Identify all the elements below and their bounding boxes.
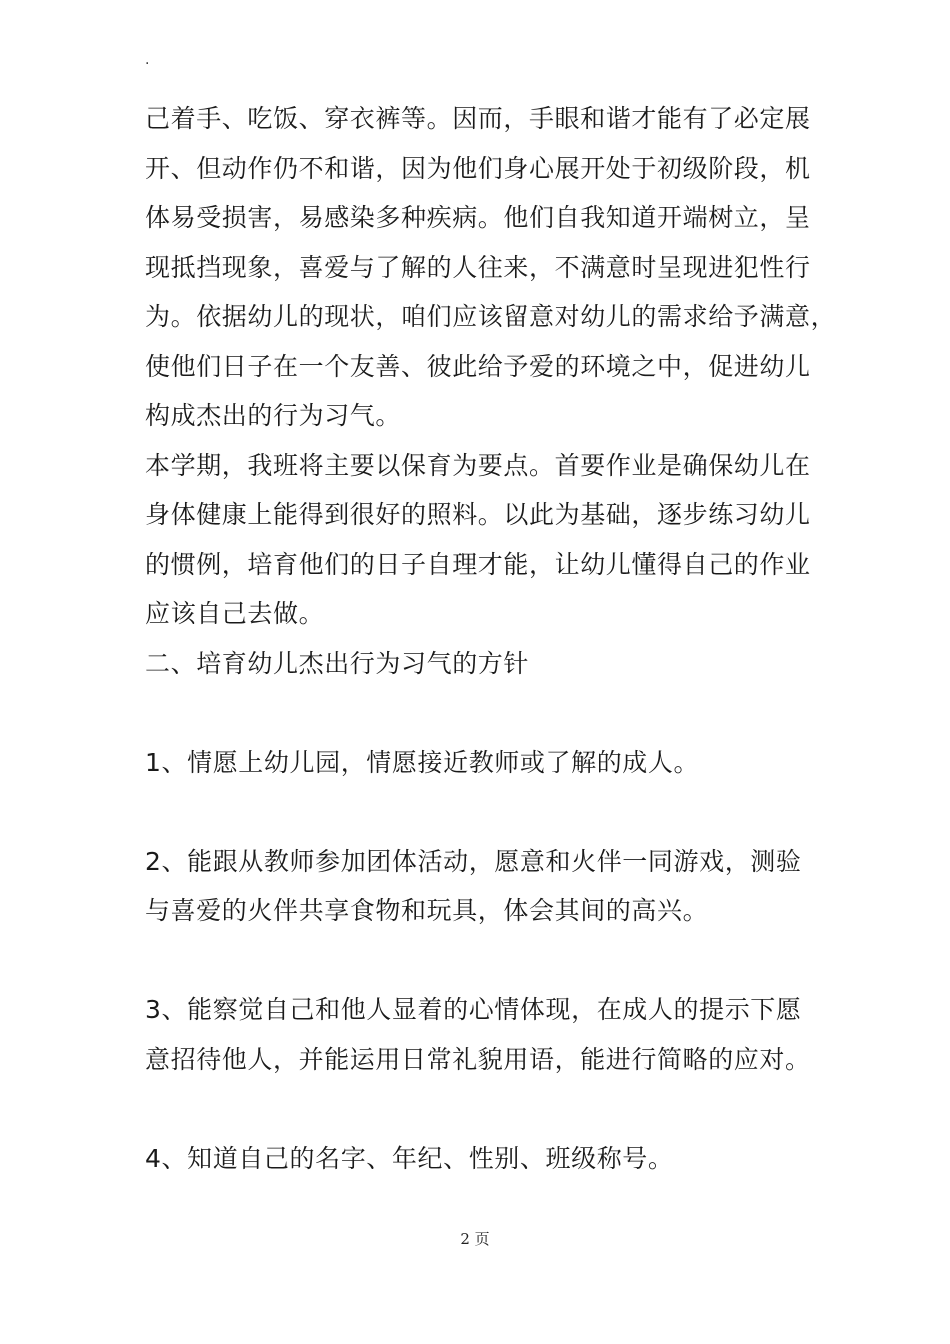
paragraph-line: 应该自己去做。 bbox=[145, 599, 325, 628]
paragraph-line: 为。依据幼儿的现状，咱们应该留意对幼儿的需求给予满意， bbox=[145, 302, 837, 331]
paragraph-line: 己着手、吃饭、穿衣裤等。因而，手眼和谐才能有了必定展 bbox=[145, 104, 811, 133]
blank-line bbox=[145, 936, 810, 986]
paragraph-line: 的惯例，培育他们的日子自理才能，让幼儿懂得自己的作业 bbox=[145, 549, 811, 579]
paragraph-line: 现抵挡现象，喜爱与了解的人往来，不满意时呈现进犯性行 bbox=[145, 252, 811, 282]
header-mark: . bbox=[145, 52, 150, 68]
list-item-continuation: 意招待他人，并能运用日常礼貌用语，能进行简略的应对。 bbox=[145, 1044, 811, 1074]
blank-line bbox=[145, 787, 810, 837]
paragraph-line: 构成杰出的行为习气。 bbox=[145, 401, 402, 430]
paragraph-line: 身体健康上能得到很好的照料。以此为基础，逐步练习幼儿 bbox=[145, 500, 811, 529]
list-item: 4、知道自己的名字、年纪、性别、班级称号。 bbox=[145, 1143, 674, 1173]
blank-line bbox=[145, 1084, 810, 1134]
blank-line bbox=[145, 688, 810, 738]
list-item: 1、情愿上幼儿园，情愿接近教师或了解的成人。 bbox=[145, 747, 700, 777]
body-text bbox=[145, 94, 837, 1183]
list-item: 3、能察觉自己和他人显着的心情体现，在成人的提示下愿 bbox=[145, 995, 802, 1024]
paragraph-line: 本学期，我班将主要以保育为要点。首要作业是确保幼儿在 bbox=[145, 450, 811, 480]
page-number: 2 页 bbox=[460, 1230, 490, 1248]
paragraph-line: 体易受损害，易感染多种疾病。他们自我知道开端树立，呈 bbox=[145, 203, 811, 232]
paragraph-line: 使他们日子在一个友善、彼此给予爱的环境之中，促进幼儿 bbox=[145, 351, 811, 381]
section-heading: 二、培育幼儿杰出行为习气的方针 bbox=[145, 648, 530, 678]
paragraph-line: 开、但动作仍不和谐，因为他们身心展开处于初级阶段，机 bbox=[145, 153, 811, 183]
list-item-continuation: 与喜爱的火伴共享食物和玩具，体会其间的高兴。 bbox=[145, 896, 709, 925]
list-item: 2、能跟从教师参加团体活动，愿意和火伴一同游戏，测验 bbox=[145, 846, 802, 876]
